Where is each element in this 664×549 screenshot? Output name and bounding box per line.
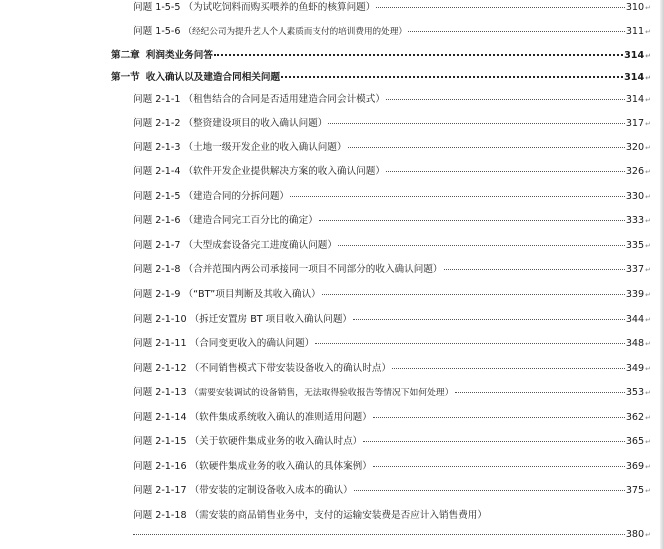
dot-leader — [444, 269, 625, 270]
toc-entry-title: （大型成套设备完工进度确认问题） — [183, 240, 337, 251]
dot-leader — [363, 441, 625, 442]
toc-entry-page: 311 — [625, 26, 645, 37]
paragraph-mark-icon: ↵ — [645, 365, 651, 373]
toc-entry-page: 380 — [625, 529, 645, 540]
toc-entry-page: 369 — [625, 461, 645, 472]
toc-entry-page: 349 — [625, 363, 645, 374]
toc-entry-number: 问题 2-1-3 — [133, 142, 181, 153]
toc-entry-title: 收入确认以及建造合同相关问题 — [145, 72, 281, 83]
toc-entry[interactable] — [133, 387, 651, 399]
toc-entry[interactable] — [133, 289, 651, 301]
toc-entry-page: 344 — [625, 314, 645, 325]
toc-entry[interactable] — [133, 461, 651, 473]
toc-entry-number: 问题 2-1-2 — [133, 118, 181, 129]
toc-entry[interactable] — [133, 436, 651, 448]
dot-leader — [386, 171, 625, 172]
toc-entry-number: 问题 2-1-1 — [133, 94, 181, 105]
toc-entry-number: 问题 2-1-14 — [133, 412, 187, 423]
toc-entry[interactable] — [133, 363, 651, 375]
paragraph-mark-icon: ↵ — [645, 168, 651, 176]
toc-entry-number: 问题 2-1-9 — [133, 289, 181, 300]
toc-entry[interactable] — [133, 142, 651, 154]
dot-leader — [376, 7, 624, 8]
toc-entry[interactable] — [133, 412, 651, 424]
toc-entry-title: 利润类业务问答 — [145, 50, 213, 61]
toc-entry-number: 问题 2-1-10 — [133, 314, 187, 325]
toc-entry-title: （“BT”项目判断及其收入确认） — [183, 289, 321, 300]
paragraph-mark-icon: ↵ — [645, 531, 651, 539]
paragraph-mark-icon: ↵ — [645, 266, 651, 274]
toc-entry-page: 314 — [624, 50, 645, 61]
toc-entry[interactable] — [133, 166, 651, 178]
dot-leader — [455, 392, 625, 393]
paragraph-mark-icon: ↵ — [645, 144, 651, 152]
toc-entry[interactable] — [133, 314, 651, 326]
toc-entry-title: （整资建设项目的收入确认问题） — [183, 118, 328, 129]
toc-entry-page: 362 — [625, 412, 645, 423]
toc-entry-continuation[interactable] — [133, 529, 651, 541]
paragraph-mark-icon: ↵ — [645, 96, 651, 104]
toc-entry-title: （关于软硬件集成业务的收入确认时点） — [189, 436, 363, 447]
toc-entry[interactable] — [133, 510, 651, 522]
toc-entry-number: 问题 2-1-18 — [133, 510, 187, 521]
paragraph-mark-icon: ↵ — [645, 340, 651, 348]
toc-entry-number: 问题 2-1-13 — [133, 387, 187, 398]
toc-entry-number: 问题 2-1-5 — [133, 191, 181, 202]
toc-entry-page: 310 — [625, 2, 645, 13]
dot-leader — [290, 196, 625, 197]
dot-leader — [348, 147, 625, 148]
toc-entry-number: 问题 2-1-17 — [133, 485, 187, 496]
toc-entry-title: （土地一级开发企业的收入确认问题） — [183, 142, 347, 153]
toc-entry-title: （租售结合的合同是否适用建造合同会计模式） — [183, 94, 385, 105]
dot-leader — [214, 54, 623, 56]
toc-entry[interactable] — [133, 191, 651, 203]
toc-entry-title: （需要安装调试的设备销售，无法取得验收报告等情况下如何处理） — [189, 388, 454, 398]
dot-leader — [373, 417, 625, 418]
toc-entry[interactable] — [133, 26, 651, 38]
toc-entry-page: 320 — [625, 142, 645, 153]
toc-entry[interactable] — [133, 264, 651, 276]
dot-leader — [408, 31, 625, 32]
toc-entry-number: 问题 2-1-7 — [133, 240, 181, 251]
paragraph-mark-icon: ↵ — [645, 291, 651, 299]
dot-leader — [392, 368, 625, 369]
paragraph-mark-icon: ↵ — [645, 120, 651, 128]
toc-entry-number: 问题 2-1-6 — [133, 215, 181, 226]
dot-leader — [315, 343, 625, 344]
toc-entry-number: 问题 1-5-6 — [133, 26, 181, 37]
toc-entry-number: 问题 2-1-15 — [133, 436, 187, 447]
paragraph-mark-icon: ↵ — [645, 463, 651, 471]
dot-leader — [386, 99, 625, 100]
toc-entry-number: 问题 2-1-4 — [133, 166, 181, 177]
paragraph-mark-icon: ↵ — [645, 74, 651, 82]
dot-leader — [133, 534, 625, 535]
paragraph-mark-icon: ↵ — [645, 242, 651, 250]
toc-entry-title: （为试吃饲料而购买喂养的鱼虾的核算问题） — [183, 2, 376, 13]
toc-entry-page: 314 — [625, 94, 645, 105]
toc-entry-title: （需安装的商品销售业务中，支付的运输安装费是否应计入销售费用） — [189, 510, 487, 521]
dot-leader — [354, 490, 625, 491]
toc-entry[interactable] — [133, 2, 651, 14]
toc-entry-page: 326 — [625, 166, 645, 177]
dot-leader — [328, 123, 624, 124]
toc-entry[interactable] — [133, 338, 651, 350]
toc-entry-title: （合同变更收入的确认问题） — [189, 338, 315, 349]
toc-entry-title: （拆迁安置房 BT 项目收入确认问题） — [189, 314, 353, 325]
paragraph-mark-icon: ↵ — [645, 487, 651, 495]
toc-entry-title: （不同销售模式下带安装设备收入的确认时点） — [189, 363, 392, 374]
paragraph-mark-icon: ↵ — [645, 4, 651, 12]
toc-chapter-heading[interactable] — [111, 50, 651, 62]
toc-entry-number: 第一节 — [111, 72, 140, 83]
toc-entry-page: 375 — [625, 485, 645, 496]
toc-entry-page: 365 — [625, 436, 645, 447]
toc-entry[interactable] — [133, 485, 651, 497]
dot-leader — [353, 319, 625, 320]
toc-entry[interactable] — [133, 94, 651, 106]
toc-entry-page: 314 — [624, 72, 645, 83]
toc-entry-title: （带安装的定制设备收入成本的确认） — [189, 485, 353, 496]
toc-entry-number: 问题 2-1-16 — [133, 461, 187, 472]
toc-entry-page: 330 — [625, 191, 645, 202]
dot-leader — [373, 466, 625, 467]
paragraph-mark-icon: ↵ — [645, 28, 651, 36]
toc-entry-page: 335 — [625, 240, 645, 251]
dot-leader — [338, 245, 625, 246]
toc-entry-title: （建造合同完工百分比的确定） — [183, 215, 318, 226]
paragraph-mark-icon: ↵ — [645, 389, 651, 397]
toc-entry-title: （软硬件集成业务的收入确认的具体案例） — [189, 461, 372, 472]
dot-leader — [319, 220, 625, 221]
toc-entry-page: 353 — [625, 387, 645, 398]
toc-entry-title: （软件开发企业提供解决方案的收入确认问题） — [183, 166, 385, 177]
paragraph-mark-icon: ↵ — [645, 193, 651, 201]
toc-entry[interactable] — [133, 215, 651, 227]
paragraph-mark-icon: ↵ — [645, 438, 651, 446]
toc-entry-number: 问题 2-1-12 — [133, 363, 187, 374]
dot-leader — [281, 76, 623, 78]
toc-entry-number: 问题 2-1-11 — [133, 338, 187, 349]
toc-entry[interactable] — [133, 240, 651, 252]
paragraph-mark-icon: ↵ — [645, 316, 651, 324]
toc-entry-title: （合并范围内两公司承接同一项目不同部分的收入确认问题） — [183, 264, 443, 275]
toc-entry-title: （经纪公司为提升艺人个人素质而支付的培训费用的处理） — [183, 27, 407, 37]
toc-entry-number: 问题 2-1-8 — [133, 264, 181, 275]
toc-entry-page: 348 — [625, 338, 645, 349]
toc-entry-number: 问题 1-5-5 — [133, 2, 181, 13]
toc-entry[interactable] — [133, 118, 651, 130]
paragraph-mark-icon: ↵ — [645, 414, 651, 422]
toc-section-heading[interactable] — [111, 72, 651, 84]
toc-entry-number: 第二章 — [111, 50, 140, 61]
toc-entry-title: （软件集成系统收入确认的准则适用问题） — [189, 412, 372, 423]
toc-entry-page: 317 — [625, 118, 645, 129]
toc-entry-page: 339 — [625, 289, 645, 300]
toc-entry-page: 337 — [625, 264, 645, 275]
paragraph-mark-icon: ↵ — [645, 217, 651, 225]
page-edge-shadow — [660, 0, 664, 549]
toc-entry-title: （建造合同的分拆问题） — [183, 191, 290, 202]
toc-entry-page: 333 — [625, 215, 645, 226]
paragraph-mark-icon: ↵ — [645, 52, 651, 60]
dot-leader — [322, 294, 625, 295]
